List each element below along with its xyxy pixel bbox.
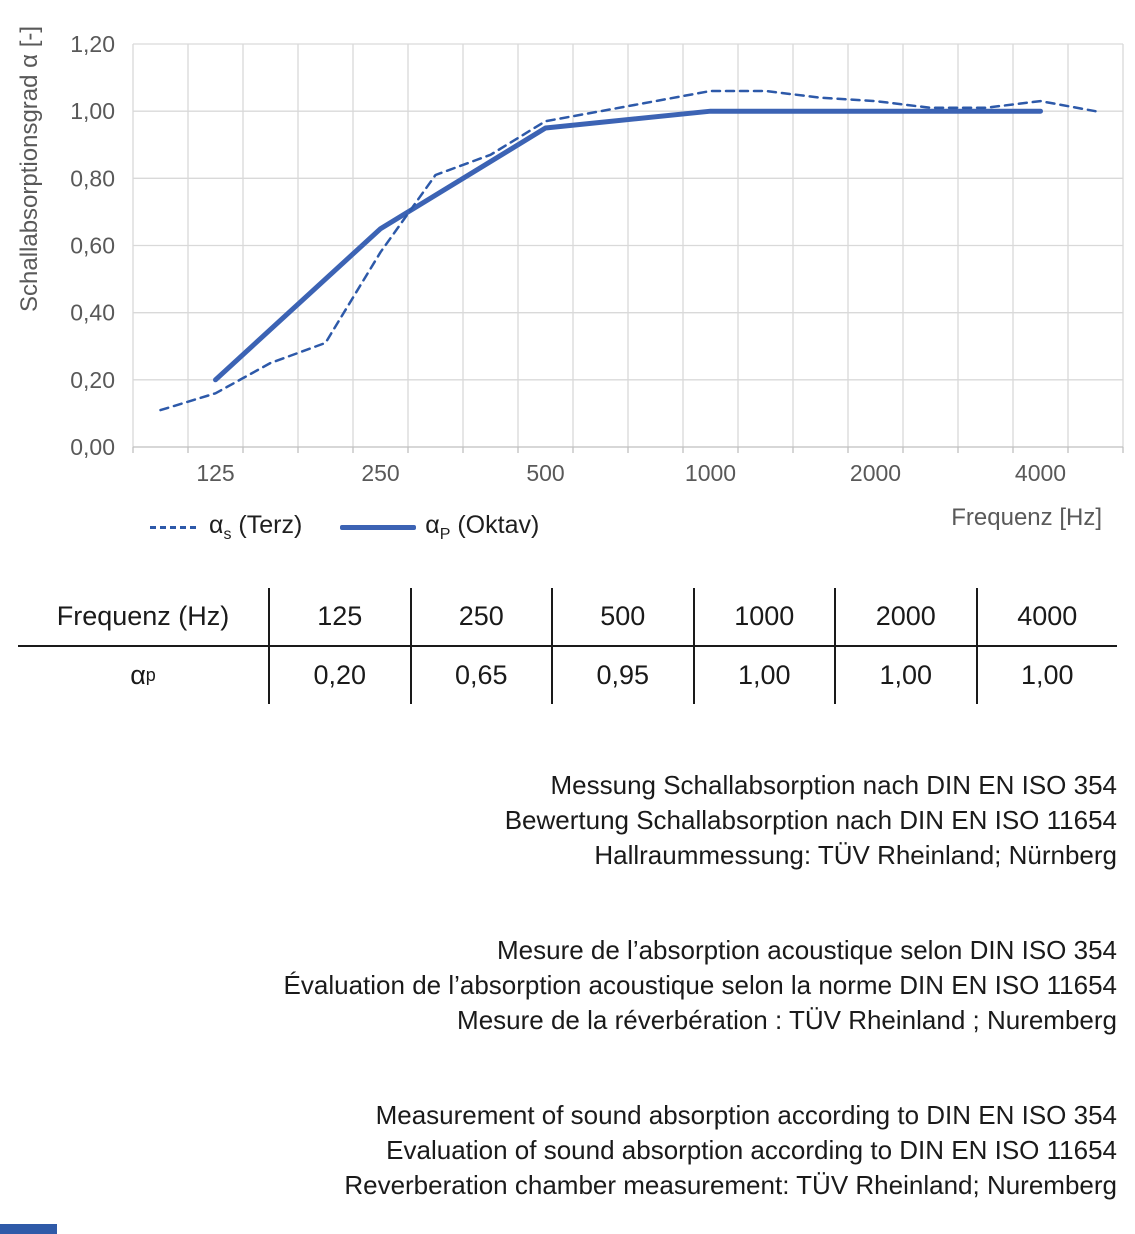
axis-tick-labels bbox=[70, 31, 1066, 486]
svg-text:0,60: 0,60 bbox=[70, 232, 115, 259]
table-header-1000: 1000 bbox=[693, 588, 835, 647]
table-header-4000: 4000 bbox=[976, 588, 1118, 647]
note-line: Bewertung Schallabsorption nach DIN EN ISO 11654 bbox=[504, 805, 1117, 835]
footer-accent-bar bbox=[0, 1224, 57, 1234]
svg-text:250: 250 bbox=[361, 460, 400, 486]
svg-text:1,20: 1,20 bbox=[70, 31, 115, 57]
table-value-500: 0,95 bbox=[551, 647, 693, 704]
table-value-250: 0,65 bbox=[410, 647, 552, 704]
legend-label-terz: $\alpha_s$ (Terz) bbox=[209, 511, 303, 543]
table-value-1000: 1,00 bbox=[693, 647, 835, 704]
table-value-4000: 1,00 bbox=[976, 647, 1118, 704]
note-line: Évaluation de l’absorption acoustique selon la norme DIN EN ISO 11654 bbox=[283, 970, 1117, 1000]
absorption-chart-svg bbox=[0, 0, 1135, 560]
table-header-500: 500 bbox=[551, 588, 693, 647]
notes-english bbox=[18, 1098, 1117, 1203]
svg-text:4000: 4000 bbox=[1014, 460, 1067, 486]
table-value-2000: 1,00 bbox=[834, 647, 976, 704]
x-axis-title: Frequenz [Hz] bbox=[951, 504, 1102, 531]
table-header-frequency: Frequenz (Hz) bbox=[18, 588, 268, 647]
svg-text:1000: 1000 bbox=[684, 460, 737, 486]
note-line: Mesure de l’absorption acoustique selon DIN ISO 354 bbox=[496, 935, 1117, 965]
gridlines bbox=[133, 44, 1123, 453]
legend-item-terz bbox=[150, 511, 302, 544]
note-line: Hallraummessung: TÜV Rheinland; Nürnberg bbox=[594, 840, 1117, 870]
svg-text:0,00: 0,00 bbox=[70, 434, 115, 460]
note-line: Measurement of sound absorption according to DIN EN ISO 354 bbox=[375, 1100, 1117, 1130]
svg-text:2000: 2000 bbox=[849, 460, 902, 486]
note-line: Reverberation chamber measurement: TÜV Rheinland; Nuremberg bbox=[344, 1170, 1117, 1200]
note-line: Messung Schallabsorption nach DIN EN ISO 354 bbox=[550, 770, 1117, 800]
table-value-125: 0,20 bbox=[268, 647, 410, 704]
legend-item-oktav bbox=[340, 511, 539, 544]
notes-german bbox=[18, 768, 1117, 873]
dashed-line-sample-icon bbox=[150, 526, 200, 529]
absorption-table bbox=[18, 588, 1117, 704]
table-header-2000: 2000 bbox=[834, 588, 976, 647]
notes-french bbox=[18, 933, 1117, 1038]
table-row-label-alpha-p: α p bbox=[130, 660, 156, 690]
svg-text:500: 500 bbox=[526, 460, 565, 486]
note-line: Mesure de la réverbération : TÜV Rheinland ; Nuremberg bbox=[457, 1005, 1117, 1035]
svg-text:125: 125 bbox=[196, 460, 235, 486]
svg-text:0,20: 0,20 bbox=[70, 366, 115, 393]
table-header-250: 250 bbox=[410, 588, 552, 647]
y-axis-title: Schallabsorptionsgrad α [-] bbox=[16, 25, 43, 312]
table-header-125: 125 bbox=[268, 588, 410, 647]
svg-text:1,00: 1,00 bbox=[70, 98, 115, 125]
svg-text:0,40: 0,40 bbox=[70, 299, 115, 326]
note-line: Evaluation of sound absorption according to DIN EN ISO 11654 bbox=[386, 1135, 1117, 1165]
solid-line-sample-icon bbox=[340, 525, 416, 530]
sound-absorption-chart bbox=[0, 0, 1135, 560]
chart-legend bbox=[150, 511, 539, 544]
legend-label-oktav: $\alpha_P$ (Oktav) bbox=[425, 511, 540, 543]
svg-text:0,80: 0,80 bbox=[70, 165, 115, 192]
